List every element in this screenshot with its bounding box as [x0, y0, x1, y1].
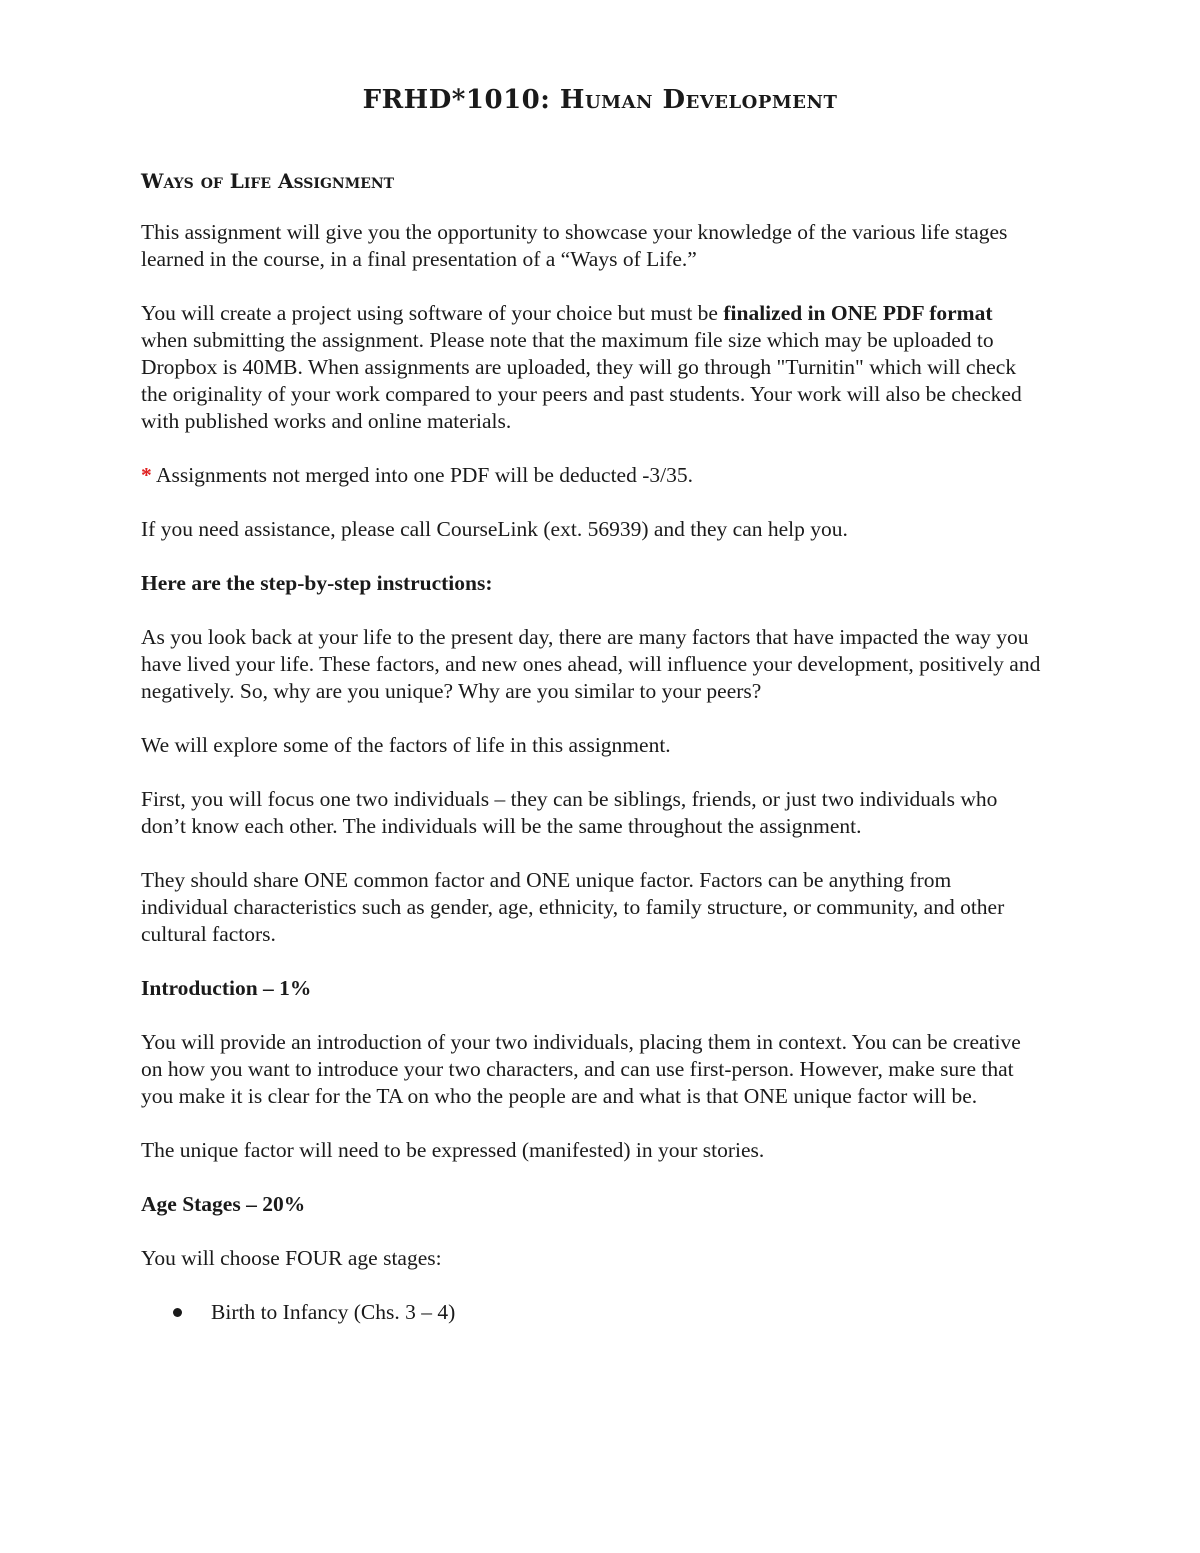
- document-title: FRHD*1010: Human Development: [362, 85, 838, 115]
- asterisk-marker: *: [141, 463, 152, 487]
- list-item-text: Birth to Infancy (Chs. 3 – 4): [211, 1300, 456, 1324]
- paragraph-format-bold: finalized in ONE PDF format: [723, 301, 993, 325]
- paragraph-choose-stages: You will choose FOUR age stages:: [141, 1246, 442, 1270]
- deduction-note: [141, 462, 1041, 489]
- age-stage-list: [141, 1299, 1041, 1326]
- paragraph-assistance: If you need assistance, please call CourseLink (ext. 56939) and they can help you.: [141, 517, 848, 541]
- bullet-icon: [173, 1308, 182, 1317]
- paragraph-format-part1: You will create a project using software of your choice but must be: [141, 301, 724, 325]
- paragraph-intro: This assignment will give you the opportunity to showcase your knowledge of the various life stages learned in the course, in a final presentation of a “Ways of Life.”: [141, 220, 1008, 271]
- paragraph-format: [141, 300, 1041, 435]
- heading-age-stages: Age Stages – 20%: [141, 1192, 306, 1216]
- deduction-note-text: Assignments not merged into one PDF will be deducted -3/35.: [151, 463, 693, 487]
- paragraph-individuals: First, you will focus one two individuals – they can be siblings, friends, or just two individuals who don’t know each other. The individuals will be the same throughout the assignment.: [141, 787, 998, 838]
- paragraph-unique-factor: The unique factor will need to be expressed (manifested) in your stories.: [141, 1138, 765, 1162]
- paragraph-explore: We will explore some of the factors of life in this assignment.: [141, 733, 671, 757]
- list-item: [173, 1299, 1041, 1326]
- heading-introduction: Introduction – 1%: [141, 976, 312, 1000]
- paragraph-format-part2: when submitting the assignment. Please note that the maximum file size which may be uploaded to Dropbox is 40MB. When assignments are uploaded, they will go through "Turnitin" which will check the originality of your work compared to your peers and past students. Your work will also be checked with published works and online materials.: [141, 328, 1022, 433]
- paragraph-factors: They should share ONE common factor and ONE unique factor. Factors can be anything from individual characteristics such as gender, age, ethnicity, to family structure, or community, and other cultural factors.: [141, 868, 1005, 946]
- heading-steps: Here are the step-by-step instructions:: [141, 571, 493, 595]
- paragraph-introduction: You will provide an introduction of your two individuals, placing them in context. You can be creative on how you want to introduce your two characters, and can use first-person. However, make sure that you make it is clear for the TA on who the people are and what is that ONE unique factor will be.: [141, 1030, 1021, 1108]
- paragraph-look-back: As you look back at your life to the present day, there are many factors that have impacted the way you have lived your life. These factors, and new ones ahead, will influence your development, positively and negatively. So, why are you unique? Why are you similar to your peers?: [141, 625, 1041, 703]
- section-title: Ways of Life Assignment: [141, 169, 395, 193]
- document-body: [141, 219, 1041, 1326]
